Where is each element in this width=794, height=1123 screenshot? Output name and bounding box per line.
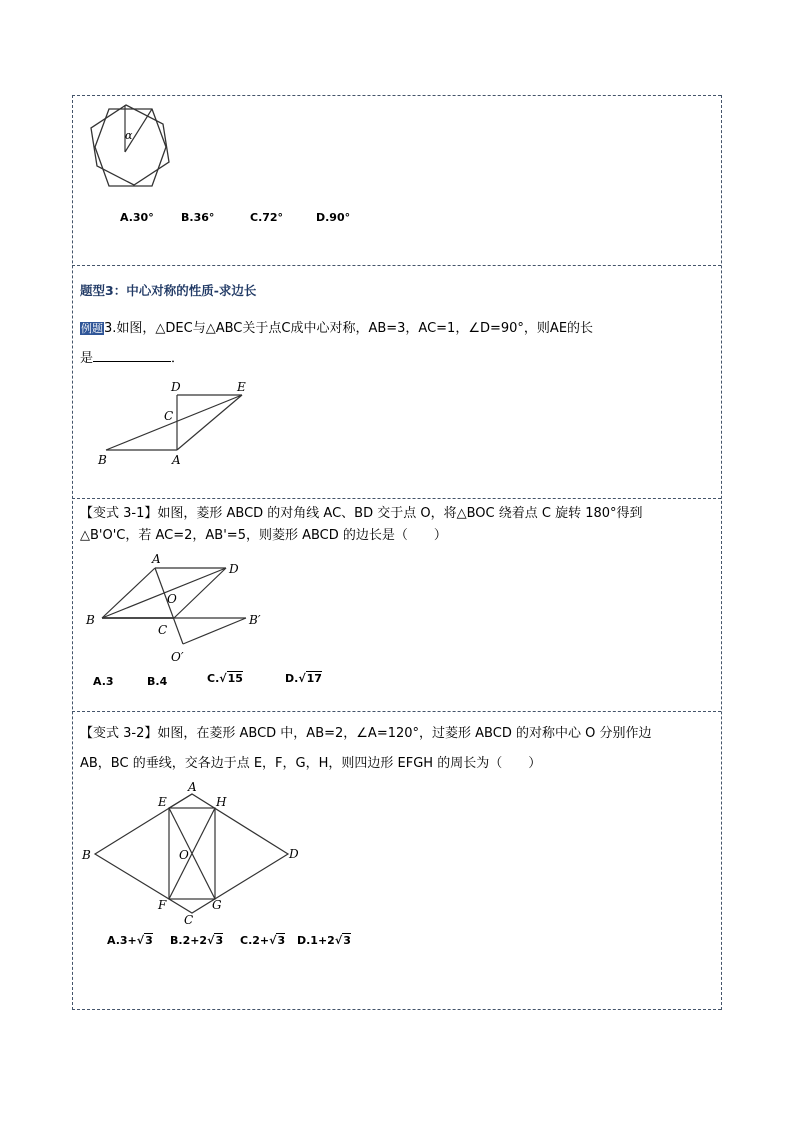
example-3-line-2	[80, 347, 184, 366]
example-3-figure	[92, 378, 262, 470]
variant-3-2-option-a[interactable]	[107, 934, 153, 947]
label-c: C	[164, 409, 174, 423]
option-c-prefix: C.2+	[240, 934, 270, 947]
option-a[interactable]: A.30°	[120, 211, 154, 224]
label-o: O	[179, 848, 189, 862]
option-a-prefix: A.3+	[107, 934, 137, 947]
rotated-hexagon-figure	[80, 100, 180, 195]
radicand: 15	[227, 672, 243, 685]
sqrt-symbol: √15	[219, 672, 243, 685]
label-d: D	[289, 847, 299, 861]
segment-ae	[177, 395, 242, 450]
label-b-prime: B′	[249, 613, 261, 627]
variant-3-1-option-b[interactable]: B.4	[147, 675, 168, 688]
divider-1	[72, 265, 721, 266]
option-d-prefix: D.	[285, 672, 299, 685]
option-b-prefix: B.2+2	[170, 934, 208, 947]
label-d: D	[229, 562, 239, 576]
label-b: B	[98, 453, 107, 467]
label-f: F	[158, 898, 167, 912]
option-d[interactable]: D.90°	[316, 211, 351, 224]
sqrt-symbol: √3	[136, 934, 153, 947]
sqrt-symbol: √3	[269, 934, 286, 947]
segment-cd	[174, 568, 226, 618]
label-o: O	[167, 592, 177, 606]
segment-ae	[169, 794, 192, 808]
variant-3-1-option-d[interactable]	[285, 672, 322, 685]
label-a: A	[188, 780, 197, 794]
variant-3-2-line-1: 【变式 3-2】如图，在菱形 ABCD 中，AB=2，∠A=120°，过菱形 ABCD 的对称中心 O 分别作边	[80, 726, 652, 741]
segment-ab	[102, 568, 155, 618]
divider-2	[72, 498, 721, 499]
label-o-prime: O′	[171, 650, 184, 664]
segment-b2o2	[183, 618, 246, 644]
option-d-prefix: D.1+2	[297, 934, 335, 947]
sqrt-symbol: √3	[207, 934, 224, 947]
answer-blank[interactable]	[93, 349, 171, 362]
label-c: C	[184, 913, 194, 927]
variant-3-1-figure	[82, 548, 272, 668]
option-c[interactable]: C.72°	[250, 211, 284, 224]
example-text: 如图，△DEC与△ABC关于点C成中心对称，AB=3，AC=1，∠D=90°，则AE的长	[116, 321, 594, 336]
label-b: B	[86, 613, 95, 627]
example-3-line-1	[80, 317, 593, 336]
radicand: 3	[215, 934, 224, 947]
radicand: 3	[277, 934, 286, 947]
option-c-prefix: C.	[207, 672, 220, 685]
option-b[interactable]: B.36°	[181, 211, 215, 224]
section-title: 题型3：中心对称的性质-求边长	[80, 283, 257, 298]
radicand: 3	[145, 934, 153, 947]
variant-3-1-option-c[interactable]	[207, 672, 243, 685]
segment-be	[106, 395, 242, 450]
divider-3	[72, 711, 721, 712]
angle-alpha-label: α	[125, 129, 133, 142]
label-b: B	[82, 848, 91, 862]
label-e: E	[237, 380, 246, 394]
variant-3-1-line-1: 【变式 3-1】如图，菱形 ABCD 的对角线 AC、BD 交于点 O，将△BOC 绕着点 C 旋转 180°得到	[80, 506, 643, 521]
variant-3-2-option-d[interactable]	[297, 934, 351, 947]
variant-3-2-option-b[interactable]	[170, 934, 223, 947]
variant-3-2-line-2: AB，BC 的垂线，交各边于点 E，F，G，H，则四边形 EFGH 的周长为（ ）	[80, 756, 542, 771]
variant-3-2-figure	[78, 778, 308, 928]
variant-3-2-option-c[interactable]	[240, 934, 285, 947]
label-a: A	[172, 453, 181, 467]
radicand: 17	[306, 672, 322, 685]
sqrt-symbol: √17	[298, 672, 322, 685]
label-c: C	[158, 623, 168, 637]
example-text-prefix: 是	[80, 351, 94, 366]
variant-3-1-line-2: △B'O'C，若 AC=2，AB'=5，则菱形 ABCD 的边长是（ ）	[80, 528, 447, 543]
label-e: E	[158, 795, 167, 809]
radicand: 3	[343, 934, 351, 947]
label-d: D	[171, 380, 181, 394]
sqrt-symbol: √3	[334, 934, 351, 947]
example-number: 3.	[104, 321, 117, 336]
label-h: H	[216, 795, 227, 809]
frame-bottom-border	[72, 1009, 721, 1010]
variant-3-1-option-a[interactable]: A.3	[93, 675, 114, 688]
label-a: A	[152, 552, 161, 566]
label-g: G	[212, 898, 222, 912]
example-text-suffix: ．	[171, 351, 185, 366]
example-tag: 例题	[81, 322, 103, 335]
